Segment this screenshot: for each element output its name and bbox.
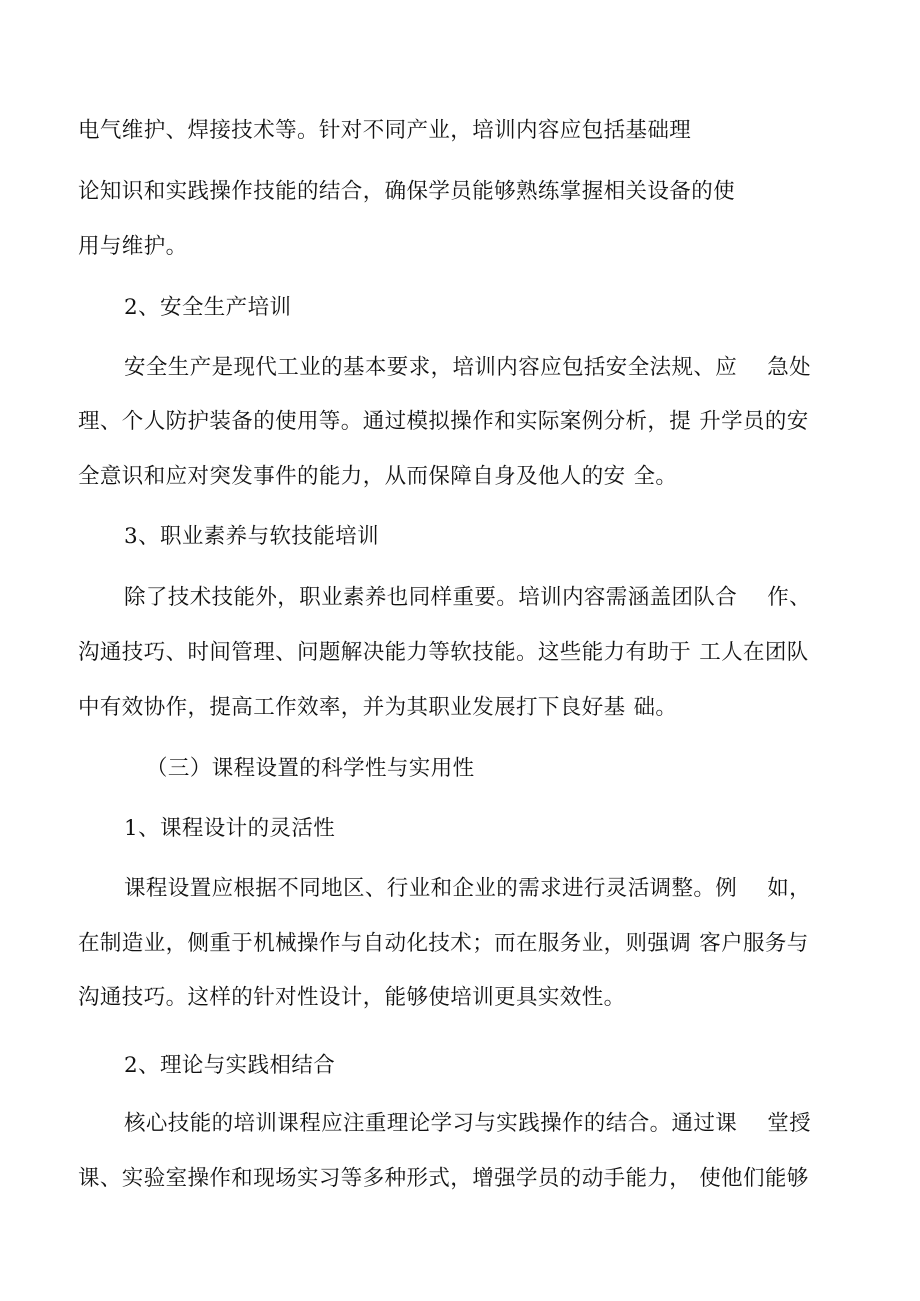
text-segment: 中有效协作，提高工作效率，并为其职业发展打下良好基	[78, 695, 626, 720]
text-segment: 安全生产是现代工业的基本要求，培训内容应包括安全法规、应	[124, 355, 738, 380]
paragraph-line	[78, 1164, 809, 1194]
paragraph-line	[124, 874, 811, 904]
section-heading-safety: 2、安全生产培训	[124, 295, 292, 320]
text-segment: 沟通技巧、时间管理、问题解决能力等软技能。这些能力有助于	[78, 640, 692, 665]
paragraph-line: 论知识和实践操作技能的结合，确保学员能够熟练掌握相关设备的使	[78, 179, 736, 204]
paragraph-line: 用与维护。	[78, 234, 188, 259]
text-segment: 升学员的安	[699, 409, 809, 434]
subsection-heading-flexibility: 1、课程设计的灵活性	[124, 816, 336, 841]
text-segment: 急处	[767, 355, 812, 380]
text-segment: 堂授	[767, 1111, 812, 1136]
paragraph-line	[124, 583, 811, 613]
text-segment: 作、	[767, 585, 812, 610]
section-heading-soft-skills: 3、职业素养与软技能培训	[124, 524, 379, 549]
text-segment: 核心技能的培训课程应注重理论学习与实践操作的结合。通过课	[124, 1111, 738, 1136]
text-segment: 在制造业，侧重于机械操作与自动化技术；而在服务业，则强调	[78, 931, 692, 956]
text-segment: 客户服务与	[699, 931, 809, 956]
subsection-heading-theory-practice: 2、理论与实践相结合	[124, 1053, 336, 1078]
text-segment: 课、实验室操作和现场实习等多种形式，增强学员的动手能力，	[78, 1166, 692, 1191]
paragraph-line: 电气维护、焊接技术等。针对不同产业，培训内容应包括基础理	[78, 118, 692, 143]
text-segment: 础。	[633, 695, 678, 720]
text-segment: 工人在团队	[699, 640, 809, 665]
part-heading-curriculum: （三）课程设置的科学性与实用性	[146, 756, 475, 781]
text-segment: 理、个人防护装备的使用等。通过模拟操作和实际案例分析，提	[78, 409, 692, 434]
paragraph-line: 沟通技巧。这样的针对性设计，能够使培训更具实效性。	[78, 985, 626, 1010]
paragraph-line	[124, 1109, 811, 1139]
text-segment: 课程设置应根据不同地区、行业和企业的需求进行灵活调整。例	[124, 876, 738, 901]
text-segment: 如，	[767, 876, 812, 901]
paragraph-line	[78, 693, 677, 723]
paragraph-line	[78, 462, 677, 492]
paragraph-line	[78, 638, 809, 668]
text-segment: 使他们能够	[699, 1166, 809, 1191]
paragraph-line	[124, 353, 811, 383]
paragraph-line	[78, 407, 809, 437]
text-segment: 全意识和应对突发事件的能力，从而保障自身及他人的安	[78, 464, 626, 489]
paragraph-line	[78, 929, 809, 959]
text-segment: 全。	[633, 464, 678, 489]
text-segment: 除了技术技能外，职业素养也同样重要。培训内容需涵盖团队合	[124, 585, 738, 610]
